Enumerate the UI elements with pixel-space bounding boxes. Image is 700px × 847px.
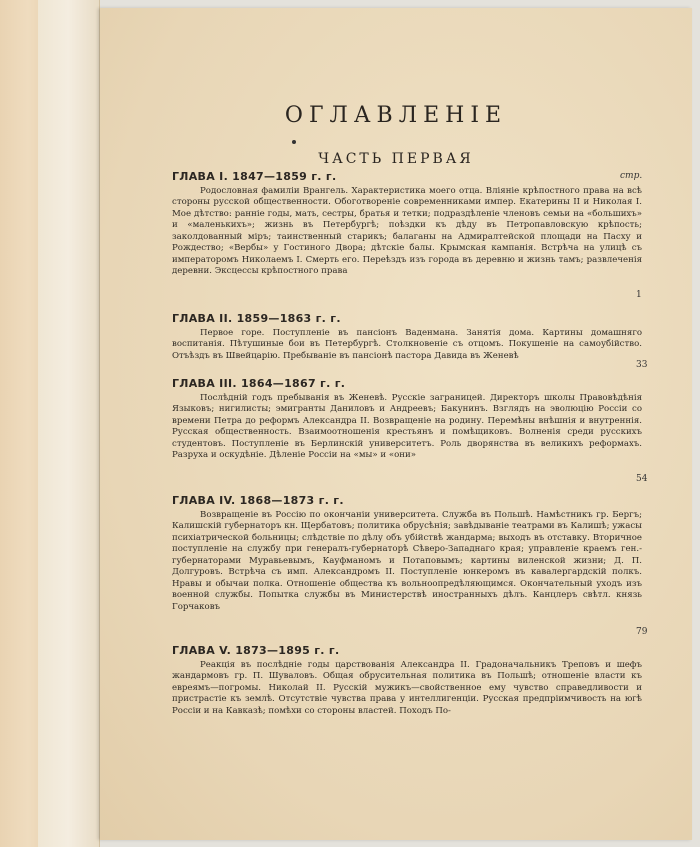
chapter-summary: Реакція въ послѣдніе годы царствованія Александра II. Градоначальникъ Треповъ и шефъ жандармовъ гр. П. Шуваловъ. Общая обрусительная политика въ Польшѣ; отношеніе власти къ евреямъ—погромы. Николай II. Русскій мужикъ—свойственное ему чувство справедливости и пристрастіе къ землѣ. Отсутствіе чувства права у интеллигенціи. Русская предпріимчивость на югѣ Россіи и на Кавказѣ; помѣхи со стороны властей. Походъ По- xyxy=(172,660,642,716)
chapter-heading: ГЛАВА IV. 1868—1873 г. г. xyxy=(172,494,344,507)
toc-title: ОГЛАВЛЕНІЕ xyxy=(284,103,508,128)
chapter-summary: Первое горе. Поступленіе въ пансіонъ Ваденмана. Занятія дома. Картины домашняго воспитанія. Пѣтушиные бои въ Петербургѣ. Столкновеніе съ отцомъ. Покушеніе на самоубійство. Отъѣздъ въ Швейцарію. Пребываніе въ пансіонѣ пастора Давида въ Женевѣ xyxy=(172,328,642,361)
chapter-summary: Родословная фамиліи Врангель. Характеристика моего отца. Вліяніе крѣпостного права на всѣ стороны русской общественности. Обоготвореніе современниками импер. Екатерины II и Николая I. Мое дѣтство: ранніе годы, мать, сестры, братья и тетки; подраздѣленіе членовъ семьи на «большихъ» и «маленькихъ»; жизнь въ Петербургѣ; поѣздки къ дѣду въ Петропавловскую крѣпость; заколдованный міръ; таинственный старикъ; балаганы на Адмиралтейской площади на Пасху и Рождество; «Вербы» у Гостиного Двора; дѣтскіе балы. Крымская кампанія. Встрѣча на улицѣ съ императоромъ Николаемъ I. Смерть его. Переѣздъ изъ города въ деревню и жизнь тамъ; развлеченія деревни. Эксцессы крѣпостного права xyxy=(172,186,642,277)
chapter-heading: ГЛАВА V. 1873—1895 г. г. xyxy=(172,644,340,657)
ink-dot xyxy=(292,140,296,144)
chapter-heading: ГЛАВА II. 1859—1863 г. г. xyxy=(172,312,341,325)
chapter-2 xyxy=(172,312,642,362)
chapter-heading: ГЛАВА I. 1847—1859 г. г. xyxy=(172,170,337,183)
chapter-summary: Возвращеніе въ Россію по окончаніи университета. Служба въ Польшѣ. Намѣстникъ гр. Бергъ; Калишскій губернаторъ кн. Щербатовъ; политика обрусѣнія; завѣдываніе театрами въ Калишѣ; ужасы психіатрической больницы; слѣдствіе по дѣлу объ убійствѣ жандарма; выходъ въ отставку. Вторичное поступленіе на службу при генералъ-губернаторѣ Сѣверо-Западнаго края; управленіе краемъ ген.-губернаторами Муравьевымъ, Кауфманомъ и Потаповымъ; картины виленской жизни; Д. П. Долгуровъ. Встрѣча съ имп. Александромъ II. Поступленіе юнкеромъ въ кавалергардскій полкъ. Нравы и обычаи полка. Отношеніе общества къ вольноопредѣляющимся. Окончательный уходъ изъ военной службы. Попытка службы въ Министерствѣ иностранныхъ дѣлъ. Канцлеръ свѣтл. князь Горчаковъ xyxy=(172,510,642,612)
book-spine xyxy=(38,0,100,847)
chapter-1 xyxy=(172,170,642,278)
chapter-page-number: 1 xyxy=(636,290,642,300)
chapter-summary: Послѣдній годъ пребыванія въ Женевѣ. Русскіе заграницей. Директоръ школы Правовѣдѣнія Языковъ; нигилисты; эмигранты Даниловъ и Андреевъ; Бакунинъ. Взглядъ на эволюцію Россіи со времени Петра до реформъ Александра II. Возвращеніе на родину. Перемѣны внѣшнія и внутреннія. Русская общественность. Взаимоотношенія крестьянъ и помѣщиковъ. Волненія среди русскихъ студентовъ. Поступленіе въ Берлинскій университетъ. Роль дворянства въ великихъ реформахъ. Разруха и оскудѣніе. Дѣленіе Россіи на «мы» и «они» xyxy=(172,393,642,461)
part-title: ЧАСТЬ ПЕРВАЯ xyxy=(318,151,474,167)
chapter-heading: ГЛАВА III. 1864—1867 г. г. xyxy=(172,377,346,390)
book-page xyxy=(100,8,692,840)
chapter-page-number: 33 xyxy=(636,360,648,370)
chapter-3 xyxy=(172,377,642,462)
page-column-label: стр. xyxy=(620,171,643,181)
chapter-page-number: 79 xyxy=(636,627,648,637)
chapter-4 xyxy=(172,494,642,613)
chapter-5 xyxy=(172,644,642,717)
chapter-page-number: 54 xyxy=(636,474,648,484)
